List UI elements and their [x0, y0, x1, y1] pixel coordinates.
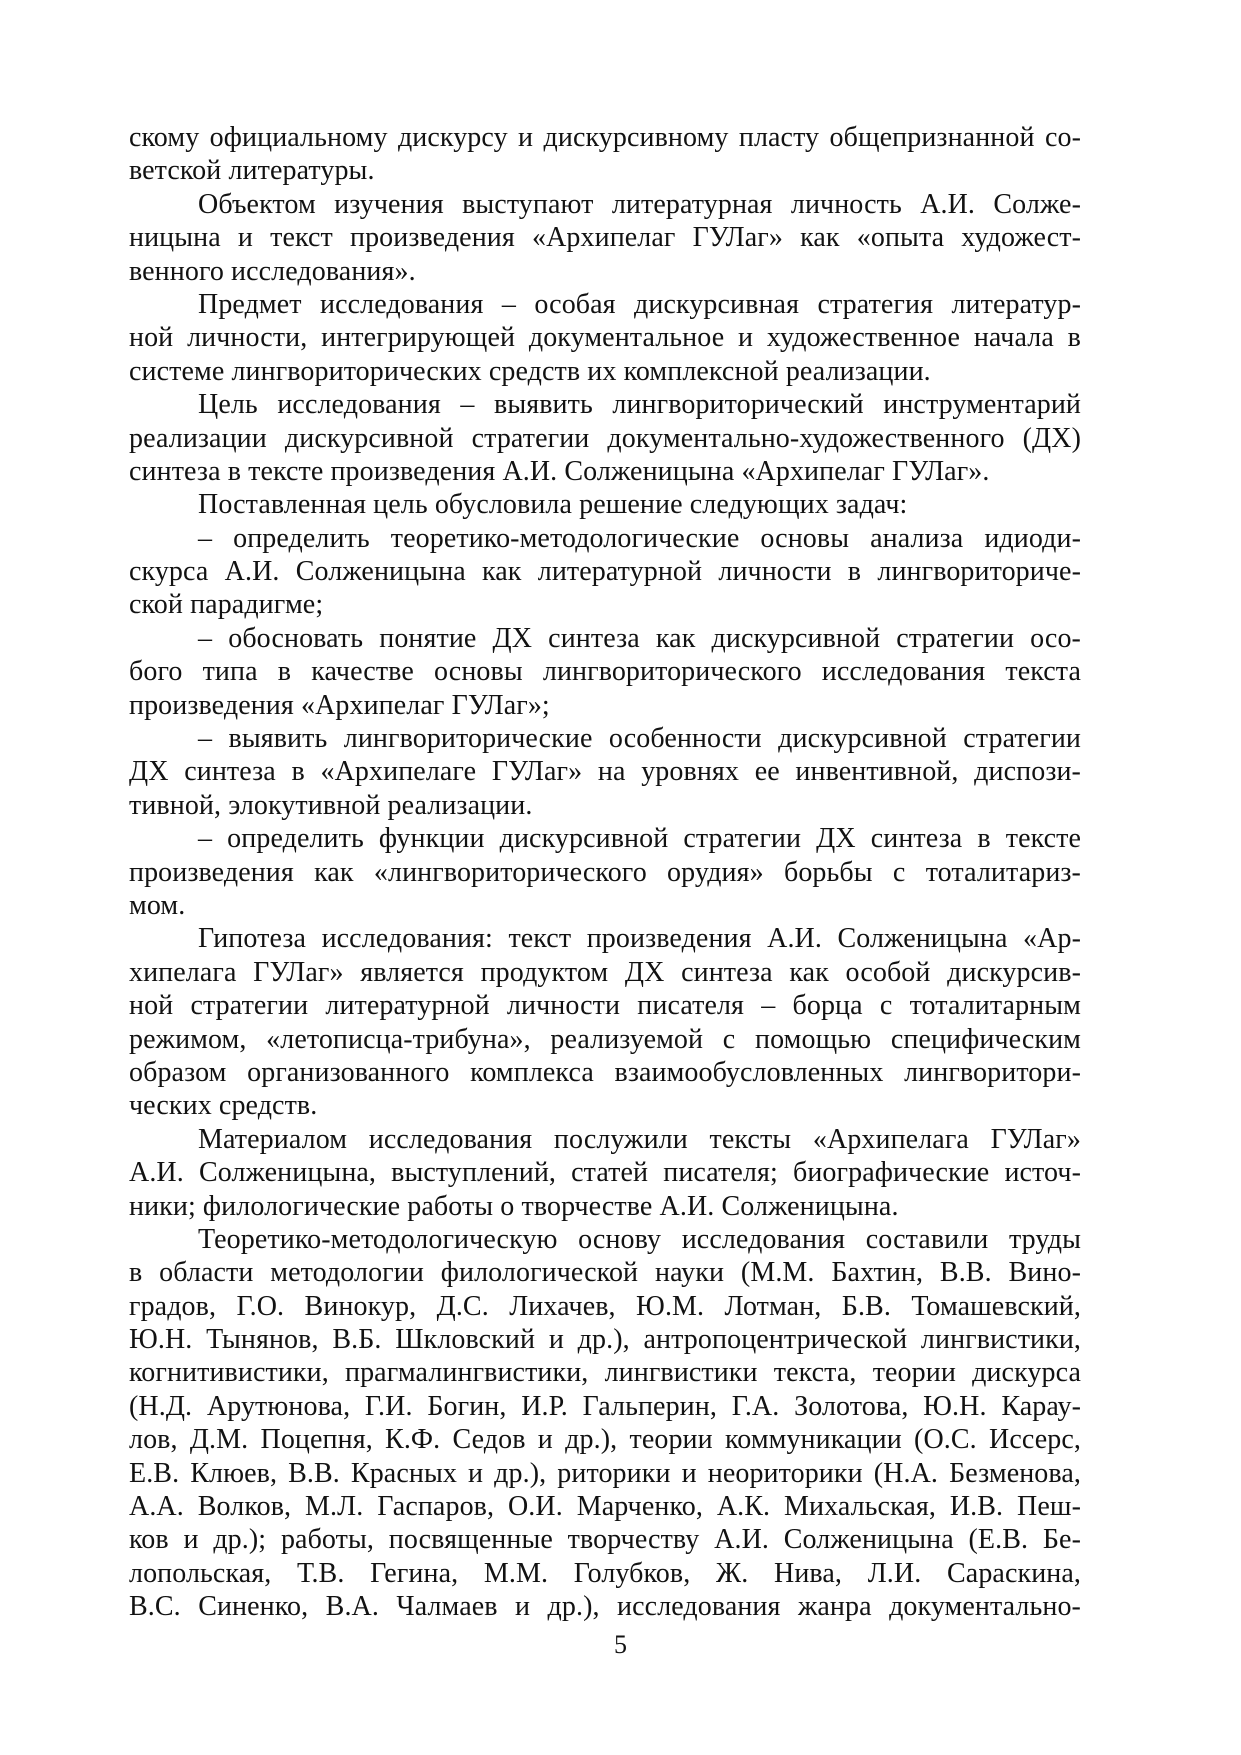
- text-line: бого типа в качестве основы лингвориторического исследования текста: [129, 656, 1081, 688]
- text-line: тивной, элокутивной реализации.: [129, 789, 533, 821]
- text-line: венного исследования».: [129, 255, 416, 287]
- text-line: лопольская, Т.В. Гегина, М.М. Голубков, Ж. Нива, Л.И. Сараскина,: [129, 1557, 1081, 1589]
- text-line: режимом, «летописца-трибуна», реализуемой с помощью специфическим: [129, 1023, 1081, 1055]
- text-line: в области методологии филологической науки (М.М. Бахтин, В.В. Вино-: [129, 1257, 1081, 1289]
- text-line: Предмет исследования – особая дискурсивная стратегия литератур-: [198, 288, 1081, 320]
- text-line: (Н.Д. Арутюнова, Г.И. Богин, И.Р. Гальперин, Г.А. Золотова, Ю.Н. Карау-: [129, 1390, 1081, 1422]
- text-line: А.А. Волков, М.Л. Гаспаров, О.И. Марченко, А.К. Михальская, И.В. Пеш-: [129, 1491, 1081, 1523]
- text-line: ской парадигме;: [129, 589, 324, 621]
- text-line: Поставленная цель обусловила решение следующих задач:: [198, 489, 908, 521]
- text-line: скурса А.И. Солженицына как литературной личности в лингвориториче-: [129, 556, 1081, 588]
- text-line: произведения как «лингвориторического орудия» борьбы с тоталитариз-: [129, 856, 1081, 888]
- text-line: когнитивистики, прагмалингвистики, лингвистики текста, теории дискурса: [129, 1357, 1081, 1389]
- text-line: произведения «Архипелаг ГУЛаг»;: [129, 689, 550, 721]
- text-line: Гипотеза исследования: текст произведения А.И. Солженицына «Ар-: [198, 923, 1081, 955]
- text-line: ники; филологические работы о творчестве А.И. Солженицына.: [129, 1190, 899, 1222]
- text-line: – обосновать понятие ДХ синтеза как дискурсивной стратегии осо-: [198, 622, 1081, 654]
- text-line: ницына и текст произведения «Архипелаг ГУЛаг» как «опыта художест-: [129, 222, 1081, 254]
- text-line: системе лингвориторических средств их комплексной реализации.: [129, 355, 931, 387]
- text-line: ной личности, интегрирующей документальное и художественное начала в: [129, 322, 1081, 354]
- text-line: мом.: [129, 889, 186, 921]
- text-line: хипелага ГУЛаг» является продуктом ДХ синтеза как особой дискурсив-: [129, 956, 1081, 988]
- text-line: ветской литературы.: [129, 155, 375, 187]
- text-block: [129, 121, 1081, 1624]
- text-line: Ю.Н. Тынянов, В.Б. Шкловский и др.), антропоцентрической лингвистики,: [129, 1324, 1081, 1356]
- text-line: ной стратегии литературной личности писателя – борца с тоталитарным: [129, 990, 1081, 1022]
- text-line: Е.В. Клюев, В.В. Красных и др.), риторики и неориторики (Н.А. Безменова,: [129, 1457, 1081, 1489]
- text-line: – выявить лингвориторические особенности дискурсивной стратегии: [198, 723, 1081, 755]
- text-line: скому официальному дискурсу и дискурсивному пласту общепризнанной со-: [129, 122, 1081, 153]
- text-line: – определить теоретико-методологические основы анализа идиоди-: [198, 522, 1081, 554]
- text-line: ков и др.); работы, посвященные творчеству А.И. Солженицына (Е.В. Бе-: [129, 1524, 1081, 1556]
- text-line: синтеза в тексте произведения А.И. Солженицына «Архипелаг ГУЛаг».: [129, 455, 990, 487]
- text-line: – определить функции дискурсивной стратегии ДХ синтеза в тексте: [198, 823, 1081, 855]
- text-line: Теоретико-методологическую основу исследования составили труды: [198, 1223, 1081, 1255]
- text-line: Объектом изучения выступают литературная личность А.И. Солже-: [198, 188, 1081, 220]
- text-line: А.И. Солженицына, выступлений, статей писателя; биографические источ-: [129, 1157, 1081, 1189]
- text-line: В.С. Синенко, В.А. Чалмаев и др.), исследования жанра документально-: [129, 1591, 1081, 1623]
- text-line: градов, Г.О. Винокур, Д.С. Лихачев, Ю.М. Лотман, Б.В. Томашевский,: [129, 1290, 1081, 1322]
- text-line: Материалом исследования послужили тексты «Архипелага ГУЛаг»: [198, 1123, 1081, 1155]
- text-line: Цель исследования – выявить лингвориторический инструментарий: [198, 389, 1081, 421]
- text-line: образом организованного комплекса взаимообусловленных лингворитори-: [129, 1056, 1081, 1088]
- text-line: ДХ синтеза в «Архипелаге ГУЛаг» на уровнях ее инвентивной, диспози-: [129, 756, 1081, 788]
- page-number: 5: [614, 1630, 627, 1659]
- text-line: ческих средств.: [129, 1090, 318, 1122]
- text-line: лов, Д.М. Поцепня, К.Ф. Седов и др.), теории коммуникации (О.С. Иссерс,: [129, 1424, 1081, 1456]
- text-line: реализации дискурсивной стратегии документально-художественного (ДХ): [129, 422, 1081, 454]
